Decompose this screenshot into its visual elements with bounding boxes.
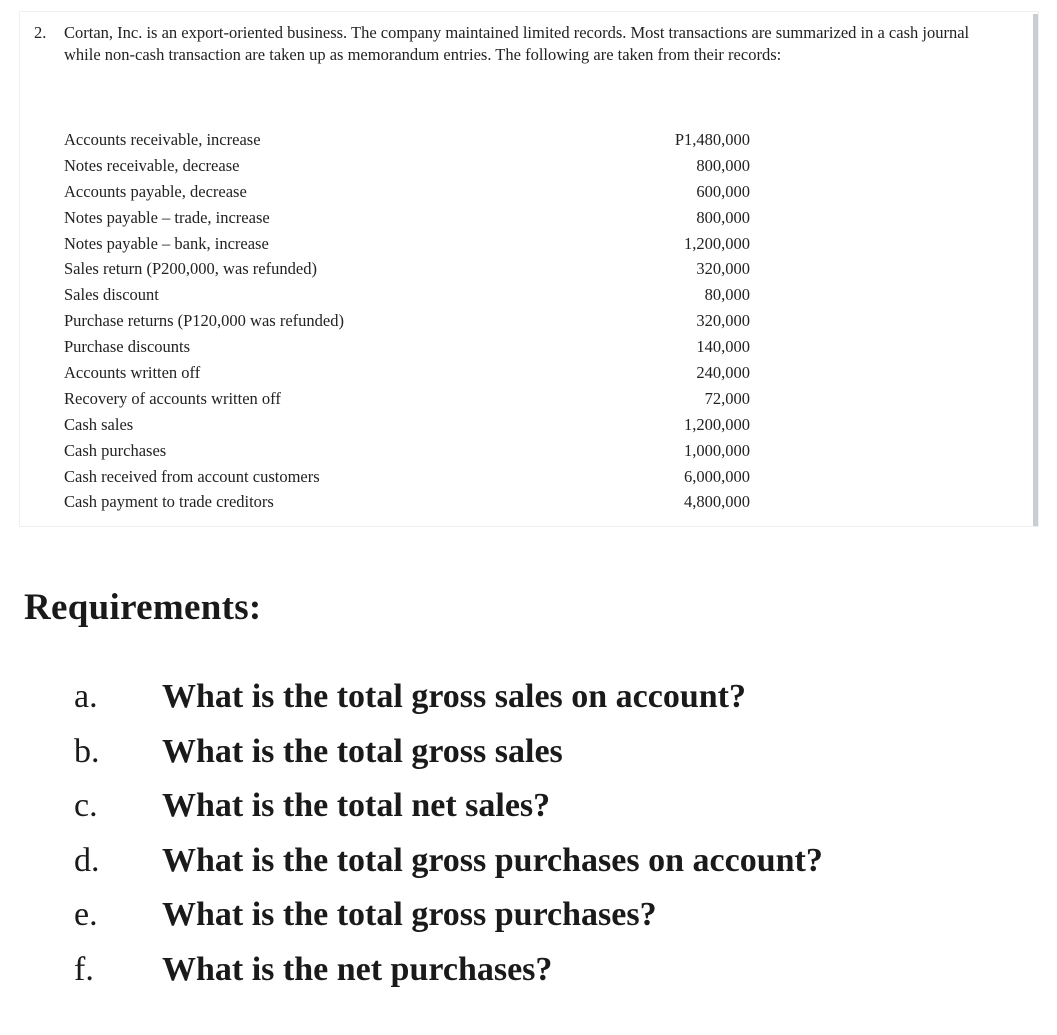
record-amount: 1,000,000 xyxy=(684,440,750,460)
record-row xyxy=(64,179,764,205)
record-label: Cash sales xyxy=(64,414,134,434)
record-label: Accounts payable, decrease xyxy=(64,181,247,201)
requirement-item xyxy=(74,943,1034,998)
requirement-item xyxy=(74,888,1034,943)
requirement-letter: d. xyxy=(74,841,100,879)
record-amount: 72,000 xyxy=(704,388,750,408)
record-label: Notes receivable, decrease xyxy=(64,155,240,175)
record-row xyxy=(64,438,764,464)
record-row xyxy=(64,464,764,490)
record-label: Accounts receivable, increase xyxy=(64,130,261,149)
record-row xyxy=(64,412,764,438)
record-label: Notes payable – bank, increase xyxy=(64,233,269,253)
record-label: Cash purchases xyxy=(64,440,167,460)
record-row xyxy=(64,360,764,386)
record-row xyxy=(64,256,764,282)
requirement-text: What is the total gross sales on account? xyxy=(162,678,746,715)
record-label: Cash payment to trade creditors xyxy=(64,492,274,512)
record-row xyxy=(64,205,764,231)
record-row xyxy=(64,153,764,179)
problem-statement xyxy=(34,22,979,64)
record-amount: P1,480,000 xyxy=(674,130,750,149)
requirements-list xyxy=(74,670,1034,997)
record-label: Notes payable – trade, increase xyxy=(64,207,270,227)
record-amount: 1,200,000 xyxy=(684,233,750,253)
requirement-letter: e. xyxy=(74,896,98,933)
record-amount: 6,000,000 xyxy=(684,466,750,486)
record-row xyxy=(64,334,764,360)
requirement-text: What is the total gross purchases? xyxy=(162,896,657,933)
requirement-text: What is the total net sales? xyxy=(162,787,551,824)
record-amount: 1,200,000 xyxy=(684,414,750,434)
record-label: Accounts written off xyxy=(64,363,201,383)
problem-description: Cortan, Inc. is an export-oriented business. The company maintained limited records. Most transactions are summarized in a cash journal while non-cash transaction are taken up as memorandum entries. The following are taken from their records: xyxy=(64,23,970,64)
record-row xyxy=(64,231,764,257)
record-amount: 240,000 xyxy=(696,363,750,383)
record-row xyxy=(64,386,764,412)
record-amount: 800,000 xyxy=(696,207,750,227)
requirement-text: What is the total gross purchases on account? xyxy=(162,841,823,879)
record-amount: 80,000 xyxy=(704,285,750,305)
requirement-letter: a. xyxy=(74,678,98,715)
requirement-text: What is the total gross sales xyxy=(162,732,563,770)
problem-number: 2. xyxy=(34,23,47,42)
record-label: Sales discount xyxy=(64,285,159,305)
record-row xyxy=(64,308,764,334)
requirement-item xyxy=(74,779,1034,834)
requirement-letter: f. xyxy=(74,950,94,988)
record-row xyxy=(64,282,764,308)
records-list xyxy=(64,127,764,515)
requirements-title: Requirements: xyxy=(24,587,262,628)
requirement-item xyxy=(74,670,1034,725)
record-amount: 600,000 xyxy=(696,181,750,201)
record-label: Cash received from account customers xyxy=(64,466,320,486)
record-amount: 140,000 xyxy=(696,337,750,357)
record-amount: 4,800,000 xyxy=(684,492,750,512)
record-label: Purchase returns (P120,000 was refunded) xyxy=(64,311,344,331)
record-label: Purchase discounts xyxy=(64,337,191,357)
requirement-letter: c. xyxy=(74,787,98,824)
record-amount: 320,000 xyxy=(696,259,750,279)
record-amount: 320,000 xyxy=(696,311,750,331)
record-label: Sales return (P200,000, was refunded) xyxy=(64,259,317,279)
requirement-item xyxy=(74,834,1034,889)
requirement-letter: b. xyxy=(74,732,100,770)
record-amount: 800,000 xyxy=(696,155,750,175)
requirement-item xyxy=(74,725,1034,780)
requirement-text: What is the net purchases? xyxy=(162,950,553,988)
record-row xyxy=(64,489,764,515)
panel-side-rule xyxy=(1033,14,1038,526)
record-row xyxy=(64,127,764,153)
record-label: Recovery of accounts written off xyxy=(64,388,281,408)
